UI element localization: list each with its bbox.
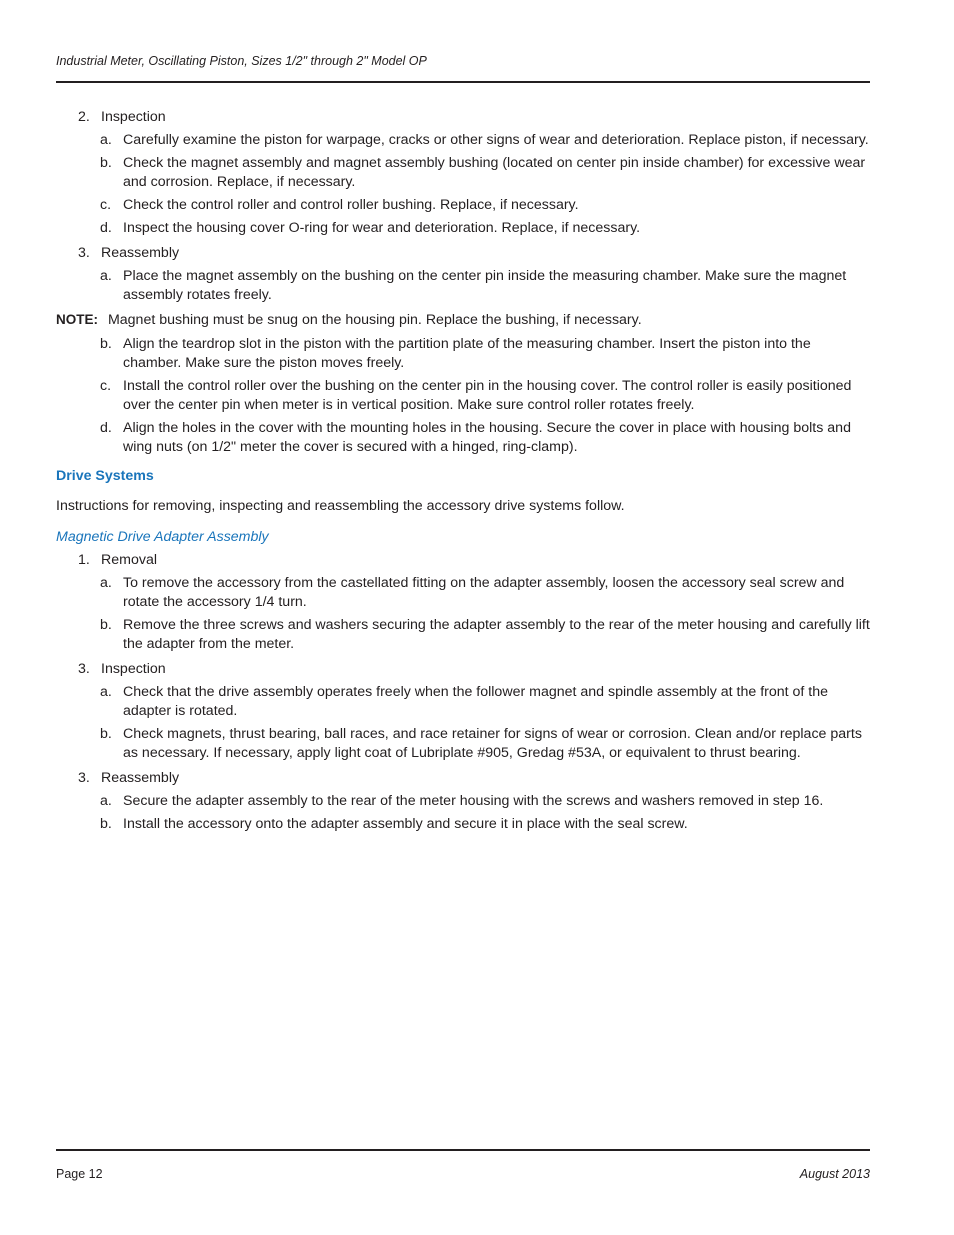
numbered-step bbox=[56, 244, 870, 263]
item-text: Secure the adapter assembly to the rear of the meter housing with the screws and washers removed in step 16. bbox=[123, 793, 824, 809]
item-letter: d. bbox=[100, 420, 112, 436]
adapter-reassembly-section bbox=[56, 769, 870, 834]
item-letter: b. bbox=[100, 155, 112, 171]
item-letter: b. bbox=[100, 617, 112, 633]
item-text: Check that the drive assembly operates freely when the follower magnet and spindle assembly at the front of the adapter is rotated. bbox=[123, 684, 829, 719]
item-letter: a. bbox=[100, 575, 112, 591]
inspection-section bbox=[56, 108, 870, 238]
list-item bbox=[56, 196, 870, 215]
step-number: 3. bbox=[78, 661, 90, 677]
list-item bbox=[56, 574, 870, 612]
adapter-inspection-section bbox=[56, 660, 870, 763]
sub-heading: Magnetic Drive Adapter Assembly bbox=[56, 529, 269, 545]
step-title: Reassembly bbox=[101, 245, 180, 261]
numbered-step bbox=[56, 769, 870, 788]
item-text: Check the magnet assembly and magnet assembly bushing (located on center pin inside chamber) for excessive wear and corrosion. Replace, if necessary. bbox=[123, 155, 866, 190]
list-item bbox=[56, 683, 870, 721]
footer-date: August 2013 bbox=[799, 1167, 870, 1181]
numbered-step bbox=[56, 660, 870, 679]
list-item bbox=[56, 815, 870, 834]
item-letter: a. bbox=[100, 132, 112, 148]
section-heading: Drive Systems bbox=[56, 468, 154, 484]
item-letter: a. bbox=[100, 268, 112, 284]
removal-section bbox=[56, 551, 870, 654]
list-item bbox=[56, 616, 870, 654]
step-number: 3. bbox=[78, 245, 90, 261]
step-title: Inspection bbox=[101, 661, 166, 677]
list-item bbox=[56, 154, 870, 192]
item-letter: c. bbox=[100, 197, 112, 213]
header-rule bbox=[56, 81, 870, 83]
step-number: 1. bbox=[78, 552, 90, 568]
step-title: Removal bbox=[101, 552, 157, 568]
item-text: Install the control roller over the bushing on the center pin in the housing cover. The control roller is easily positioned over the center pin when meter is in vertical position. Make sure control roller rotates freely. bbox=[123, 378, 852, 413]
list-item bbox=[56, 377, 870, 415]
item-letter: d. bbox=[100, 220, 112, 236]
item-letter: a. bbox=[100, 793, 112, 809]
document-body bbox=[56, 108, 870, 840]
item-letter: b. bbox=[100, 726, 112, 742]
item-text: Install the accessory onto the adapter assembly and secure it in place with the seal screw. bbox=[123, 816, 688, 832]
item-text: Check magnets, thrust bearing, ball races, and race retainer for signs of wear or corrosion. Clean and/or replace parts as necessary. If necessary, apply light coat of Lubriplate #905, Gredag #53A, or equivalent to thrust bearing. bbox=[123, 726, 862, 761]
header-title: Industrial Meter, Oscillating Piston, Sizes 1/2" through 2" Model OP bbox=[56, 54, 427, 68]
item-text: Align the teardrop slot in the piston with the partition plate of the measuring chamber. Insert the piston into the chamber. Make sure the piston moves freely. bbox=[123, 336, 811, 371]
list-item bbox=[56, 792, 870, 811]
list-item bbox=[56, 219, 870, 238]
note bbox=[56, 310, 870, 330]
item-letter: a. bbox=[100, 684, 112, 700]
item-text: Place the magnet assembly on the bushing on the center pin inside the measuring chamber. Make sure the magnet assembly rotates freely. bbox=[123, 268, 847, 303]
intro-paragraph: Instructions for removing, inspecting and reassembling the accessory drive systems follow. bbox=[56, 498, 625, 514]
step-title: Reassembly bbox=[101, 770, 180, 786]
list-item bbox=[56, 335, 870, 373]
footer-rule bbox=[56, 1149, 870, 1151]
item-text: Remove the three screws and washers securing the adapter assembly to the rear of the meter housing and carefully lift the adapter from the meter. bbox=[123, 617, 870, 652]
step-number: 2. bbox=[78, 109, 90, 125]
step-title: Inspection bbox=[101, 109, 166, 125]
reassembly-section bbox=[56, 244, 870, 457]
item-text: Align the holes in the cover with the mounting holes in the housing. Secure the cover in place with housing bolts and wing nuts (on 1/2" meter the cover is secured with a hinged, ring-clamp). bbox=[123, 420, 851, 455]
item-letter: b. bbox=[100, 336, 112, 352]
page-number: Page 12 bbox=[56, 1167, 103, 1181]
list-item bbox=[56, 267, 870, 305]
item-letter: b. bbox=[100, 816, 112, 832]
list-item bbox=[56, 131, 870, 150]
list-item bbox=[56, 419, 870, 457]
item-text: Check the control roller and control roller bushing. Replace, if necessary. bbox=[123, 197, 579, 213]
item-text: Carefully examine the piston for warpage, cracks or other signs of wear and deterioration. Replace piston, if necessary. bbox=[123, 132, 869, 148]
note-text: Magnet bushing must be snug on the housing pin. Replace the bushing, if necessary. bbox=[107, 312, 642, 328]
item-text: To remove the accessory from the castellated fitting on the adapter assembly, loosen the accessory seal screw and rotate the accessory 1/4 turn. bbox=[123, 575, 845, 610]
step-number: 3. bbox=[78, 770, 90, 786]
numbered-step bbox=[56, 551, 870, 570]
item-text: Inspect the housing cover O-ring for wear and deterioration. Replace, if necessary. bbox=[123, 220, 641, 236]
numbered-step bbox=[56, 108, 870, 127]
item-letter: c. bbox=[100, 378, 112, 394]
note-label: NOTE: bbox=[56, 312, 98, 327]
list-item bbox=[56, 725, 870, 763]
